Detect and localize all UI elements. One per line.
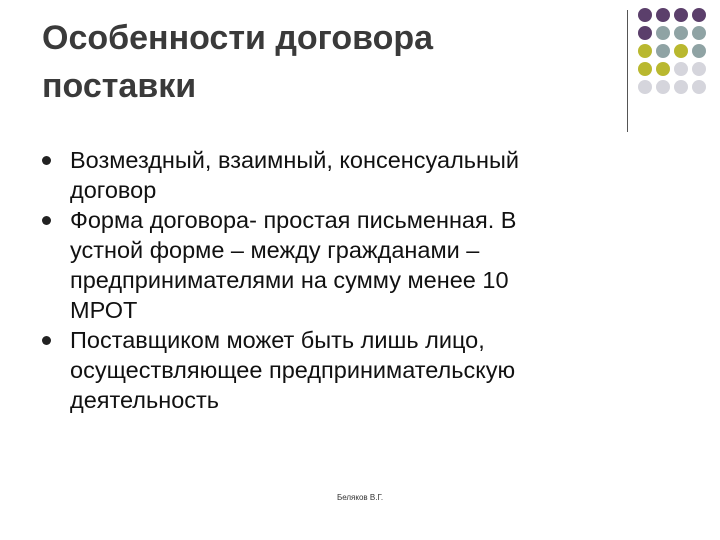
decorative-dot — [638, 44, 652, 58]
bullet-text-line: осуществляющее предпринимательскую — [70, 357, 516, 383]
bullet-text-line: предпринимателями на сумму менее 10 — [70, 267, 509, 293]
bullet-dot-icon — [42, 336, 51, 345]
title-line-1: Особенности договора — [42, 19, 434, 57]
bullet-list — [42, 145, 652, 415]
decorative-dot — [656, 80, 670, 94]
decorative-dot — [692, 8, 706, 22]
bullet-item — [42, 325, 652, 415]
decorative-dot — [638, 62, 652, 76]
decorative-dot — [692, 80, 706, 94]
bullet-text-line: устной форме – между гражданами – — [70, 237, 480, 263]
bullet-text-line: договор — [70, 177, 157, 203]
decorative-dot — [692, 26, 706, 40]
decorative-dot — [638, 80, 652, 94]
slide-title — [42, 14, 602, 110]
bullet-text-line: деятельность — [70, 387, 220, 413]
decorative-dot — [638, 8, 652, 22]
decorative-dot — [656, 8, 670, 22]
decorative-dot — [674, 44, 688, 58]
decorative-divider — [627, 10, 628, 132]
decorative-dot — [674, 8, 688, 22]
bullet-item — [42, 205, 652, 325]
decorative-dot — [674, 80, 688, 94]
bullet-dot-icon — [42, 156, 51, 165]
footer-author: Беляков В.Г. — [336, 493, 384, 502]
decorative-dot — [674, 62, 688, 76]
decorative-dot — [692, 44, 706, 58]
bullet-text-line: Форма договора- простая письменная. В — [70, 207, 517, 233]
bullet-text-line: Поставщиком может быть лишь лицо, — [70, 327, 485, 353]
title-line-2: поставки — [42, 67, 197, 105]
bullet-text-line: МРОТ — [70, 297, 138, 323]
bullet-text-line: Возмездный, взаимный, консенсуальный — [70, 147, 520, 173]
decorative-dot-grid — [638, 8, 706, 94]
decorative-dot — [692, 62, 706, 76]
bullet-item — [42, 145, 652, 205]
bullet-dot-icon — [42, 216, 51, 225]
decorative-dot — [656, 62, 670, 76]
decorative-dot — [656, 26, 670, 40]
decorative-dot — [674, 26, 688, 40]
decorative-dot — [638, 26, 652, 40]
decorative-dot — [656, 44, 670, 58]
